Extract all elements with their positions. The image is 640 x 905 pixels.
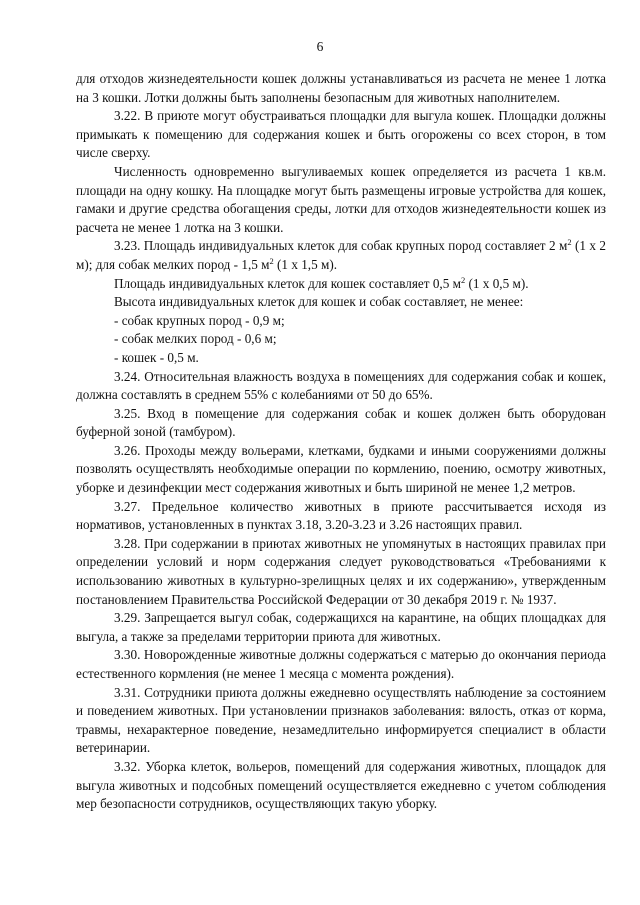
superscript: 2 xyxy=(460,274,466,285)
superscript: 2 xyxy=(567,237,572,248)
paragraph-3-26: 3.26. Проходы между вольерами, клетками, будками и иными сооружениями должны позволять осуществлять необходимые операции по кормлению, поению, осмотру животных, уборке и дезинфекции мест содержания животных и быть шириной не менее 1,2 метров. xyxy=(76,442,606,496)
paragraph-3-25: 3.25. Вход в помещение для содержания собак и кошек должен быть оборудован буферной зоной (тамбуром). xyxy=(76,405,606,440)
text-segment: (1 х 1,5 м). xyxy=(273,256,338,272)
paragraph-3-30: 3.30. Новорожденные животные должны содержаться с матерью до окончания периода естественного кормления (не менее 1 месяца с момента рождения). xyxy=(76,647,606,681)
list-item: - собак мелких пород - 0,6 м; xyxy=(114,331,277,347)
paragraph-3-22: 3.22. В приюте могут обустраиваться площадки для выгула кошек. Площадки должны примыкать к помещению для содержания кошек и быть огорожены со всех сторон, в том числе сверху. xyxy=(76,108,606,161)
text-segment: 3.23. Площадь индивидуальных клеток для собак крупных пород составляет 2 м xyxy=(114,238,568,254)
paragraph-3-28: 3.28. При содержании в приютах животных не упомянутых в настоящих правилах при определении условий и норм содержания следует руководствоваться «Требованиями к использованию животных в культурно-зрелищных целях и их содержанию», утвержденным постановлением Правительства Российской Федерации от 30 декабря 2019 г. № 1937. xyxy=(76,535,606,607)
superscript: 2 xyxy=(269,255,274,266)
list-item: - кошек - 0,5 м. xyxy=(114,349,199,365)
document-body xyxy=(76,70,606,814)
list-item: - собак крупных пород - 0,9 м; xyxy=(114,312,285,328)
text-segment: (1 х 2 м); для собак мелких пород - 1,5 м xyxy=(76,238,606,272)
paragraph-cat-cage-area xyxy=(76,275,606,294)
paragraph-3-29: 3.29. Запрещается выгул собак, содержащихся на карантине, на общих площадках для выгула, а также за пределами территории приюта для животных. xyxy=(76,610,606,644)
paragraph-cat-walking-count: Численность одновременно выгуливаемых кошек определяется из расчета 1 кв.м. площади на одну кошку. На площадке могут быть размещены игровые устройства для кошек, гамаки и другие средства обогащения среды, лотки для отходов жизнедеятельности кошек из расчета не менее 1 лотка на 3 кошки. xyxy=(76,163,606,235)
text-segment: (1 х 0,5 м). xyxy=(465,275,529,291)
paragraph-3-32: 3.32. Уборка клеток, вольеров, помещений для содержания животных, площадок для выгула животных и подсобных помещений осуществляется ежедневно с учетом соблюдения мер безопасности сотрудников, осуществляющих такую уборку. xyxy=(76,758,606,812)
paragraph-3-31: 3.31. Сотрудники приюта должны ежедневно осуществлять наблюдение за состоянием и поведением животных. При установлении признаков заболевания: вялость, отказ от корма, травмы, нехарактерное поведение, незамедлительно информируется специалист в области ветеринарии. xyxy=(76,684,606,756)
paragraph-3-23 xyxy=(76,237,606,274)
page-number: 6 xyxy=(316,39,324,54)
paragraph-3-27: 3.27. Предельное количество животных в приюте рассчитывается исходя из нормативов, установленных в пунктах 3.18, 3.20-3.23 и 3.26 настоящих правил. xyxy=(76,498,606,533)
paragraph-continuation: для отходов жизнедеятельности кошек должны устанавливаться из расчета не менее 1 лотка на 3 кошки. Лотки должны быть заполнены безопасным для животных наполнителем. xyxy=(76,71,606,105)
paragraph-3-24: 3.24. Относительная влажность воздуха в помещениях для содержания собак и кошек, должна составлять в среднем 55% с колебаниями от 50 до 65%. xyxy=(76,368,606,403)
text-segment: Площадь индивидуальных клеток для кошек составляет 0,5 м xyxy=(114,275,461,291)
paragraph-cage-height: Высота индивидуальных клеток для кошек и собак составляет, не менее: xyxy=(114,294,524,310)
